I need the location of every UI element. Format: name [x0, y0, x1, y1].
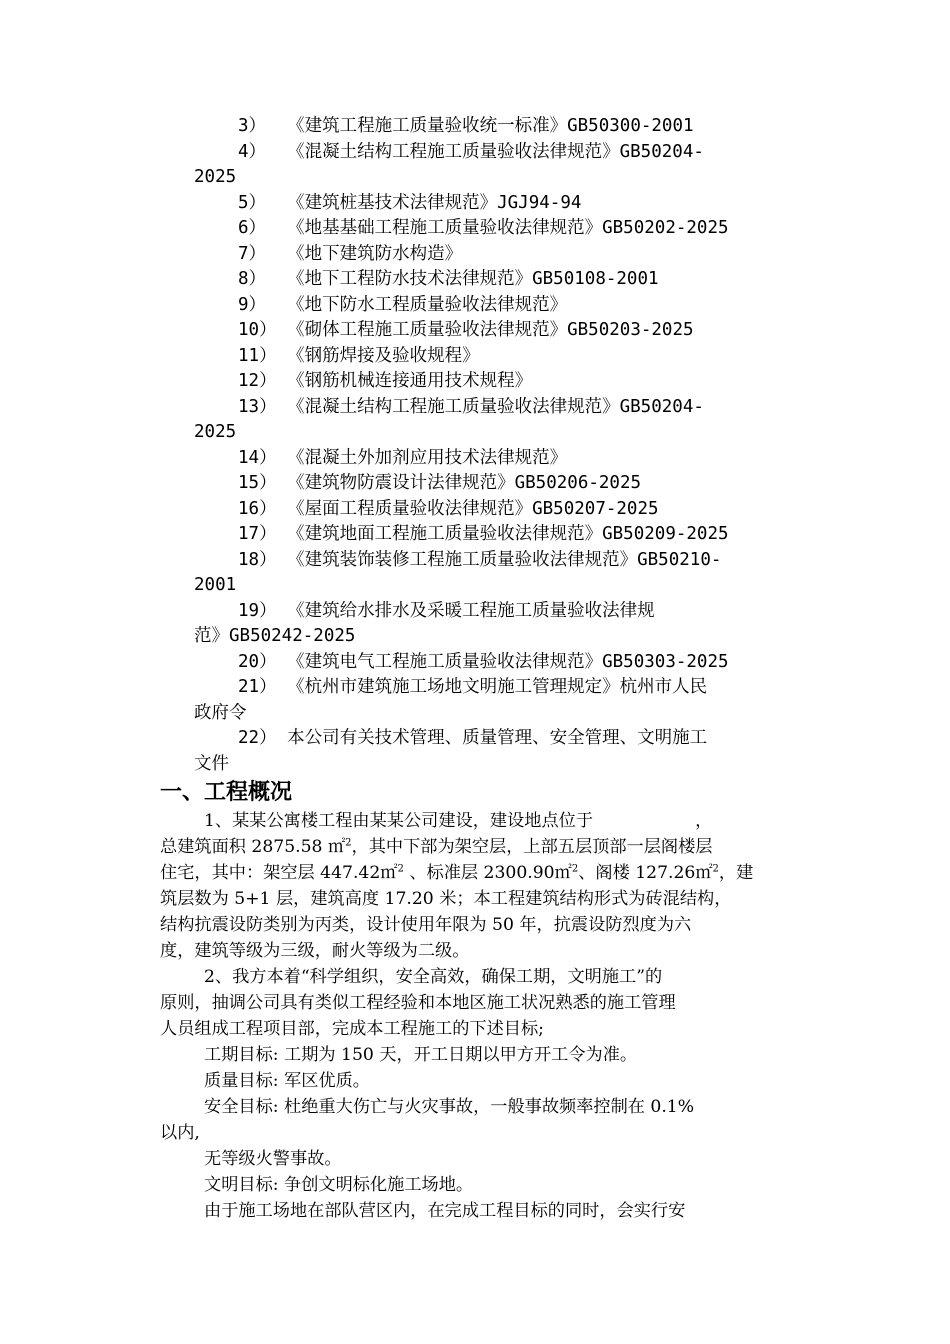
reference-item — [0, 726, 950, 777]
reference-line: 16） 《屋面工程质量验收法律规范》GB50207-2025 — [238, 498, 659, 519]
goal-schedule: 工期目标: 工期为 150 天，开工日期以甲方开工令为准。 — [204, 1045, 638, 1065]
text-line: 筑层数为 5+1 层，建筑高度 17.20 米；本工程建筑结构形式为砖混结构， — [160, 889, 732, 909]
reference-item — [0, 471, 950, 497]
reference-line: 20） 《建筑电气工程施工质量验收法律规范》GB50303-2025 — [238, 651, 729, 672]
reference-standards-list — [0, 114, 950, 777]
reference-line: 19） 《建筑给水排水及采暖工程施工质量验收法律规 — [238, 600, 655, 621]
reference-item — [0, 242, 950, 268]
reference-line: 18） 《建筑装饰装修工程施工质量验收法律规范》GB50210- — [238, 549, 722, 570]
reference-item — [0, 548, 950, 599]
reference-line: 22） 本公司有关技术管理、质量管理、安全管理、文明施工 — [238, 728, 708, 748]
reference-line: 2001 — [194, 575, 237, 595]
reference-item — [0, 216, 950, 242]
goal-quality: 质量目标: 军区优质。 — [204, 1071, 370, 1091]
reference-item — [0, 191, 950, 217]
text-line: 人员组成工程项目部，完成本工程施工的下述目标; — [160, 1019, 544, 1039]
text-line: 由于施工场地在部队营区内，在完成工程目标的同时，会实行安 — [204, 1201, 686, 1221]
text-line: 结构抗震设防类别为丙类，设计使用年限为 50 年，抗震设防烈度为六 — [160, 915, 692, 935]
paragraph-project-principles — [160, 964, 840, 1042]
reference-item — [0, 140, 950, 191]
text-line: 2、我方本着“科学组织，安全高效，确保工期，文明施工”的 — [204, 967, 663, 987]
reference-line: 12） 《钢筋机械连接通用技术规程》 — [238, 371, 533, 391]
reference-line: 11） 《钢筋焊接及验收规程》 — [238, 345, 480, 366]
reference-line: 21） 《杭州市建筑施工场地文明施工管理规定》杭州市人民 — [238, 677, 708, 697]
reference-line: 9） 《地下防水工程质量验收法律规范》 — [238, 294, 568, 315]
reference-line: 14） 《混凝土外加剂应用技术法律规范》 — [238, 447, 568, 468]
reference-line: 17） 《建筑地面工程施工质量验收法律规范》GB50209-2025 — [238, 524, 729, 544]
reference-item — [0, 650, 950, 676]
reference-line: 10） 《砌体工程施工质量验收法律规范》GB50203-2025 — [238, 320, 694, 340]
reference-item — [0, 599, 950, 650]
goal-civilized: 文明目标: 争创文明标化施工场地。 — [204, 1175, 474, 1195]
section-heading-project-overview: 一、工程概况 — [160, 780, 293, 805]
reference-line: 3） 《建筑工程施工质量验收统一标准》GB50300-2001 — [238, 116, 694, 136]
text-line: 以内, — [160, 1123, 200, 1143]
project-overview-body — [160, 808, 840, 1224]
reference-item — [0, 318, 950, 344]
reference-item — [0, 675, 950, 726]
text-line: 原则，抽调公司具有类似工程经验和本地区施工状况熟悉的施工管理 — [160, 993, 676, 1013]
goal-safety: 安全目标: 杜绝重大伤亡与火灾事故，一般事故频率控制在 0.1% — [204, 1097, 695, 1117]
text-line: 1、某某公寓楼工程由某某公司建设，建设地点位于 ， — [204, 811, 713, 831]
text-line: 度，建筑等级为三级，耐火等级为二级。 — [160, 941, 470, 961]
reference-line: 15） 《建筑物防震设计法律规范》GB50206-2025 — [238, 473, 642, 493]
text-line: 住宅，其中：架空层 447.42㎡$^2$ 、标准层 2300.90㎡$^2$、阁楼 127.26㎡$^2$，建 — [160, 863, 754, 883]
reference-line: 文件 — [194, 753, 229, 774]
reference-line: 13） 《混凝土结构工程施工质量验收法律规范》GB50204- — [238, 396, 704, 417]
reference-line: 6） 《地基基础工程施工质量验收法律规范》GB50202-2025 — [238, 218, 729, 238]
reference-line: 2025 — [194, 167, 237, 187]
reference-line: 2025 — [194, 422, 237, 442]
text-line: 无等级火警事故。 — [204, 1149, 342, 1169]
reference-item — [0, 497, 950, 523]
reference-item — [0, 446, 950, 472]
reference-line: 8） 《地下工程防水技术法律规范》GB50108-2001 — [238, 269, 659, 289]
reference-line: 7） 《地下建筑防水构造》 — [238, 243, 463, 264]
reference-item — [0, 344, 950, 370]
paragraph-goals — [160, 1042, 840, 1224]
reference-line: 4） 《混凝土结构工程施工质量验收法律规范》GB50204- — [238, 141, 704, 162]
reference-line: 5） 《建筑桩基技术法律规范》JGJ94-94 — [238, 192, 582, 213]
paragraph-project-description — [160, 808, 840, 964]
reference-item — [0, 395, 950, 446]
reference-line: 范》GB50242-2025 — [194, 626, 356, 646]
reference-item — [0, 522, 950, 548]
text-line: 总建筑面积 2875.58 ㎡$^2$，其中下部为架空层，上部五层顶部一层阁楼层 — [160, 837, 713, 857]
reference-item — [0, 267, 950, 293]
reference-line: 政府令 — [194, 702, 247, 723]
reference-item — [0, 293, 950, 319]
reference-item — [0, 369, 950, 395]
reference-item — [0, 114, 950, 140]
